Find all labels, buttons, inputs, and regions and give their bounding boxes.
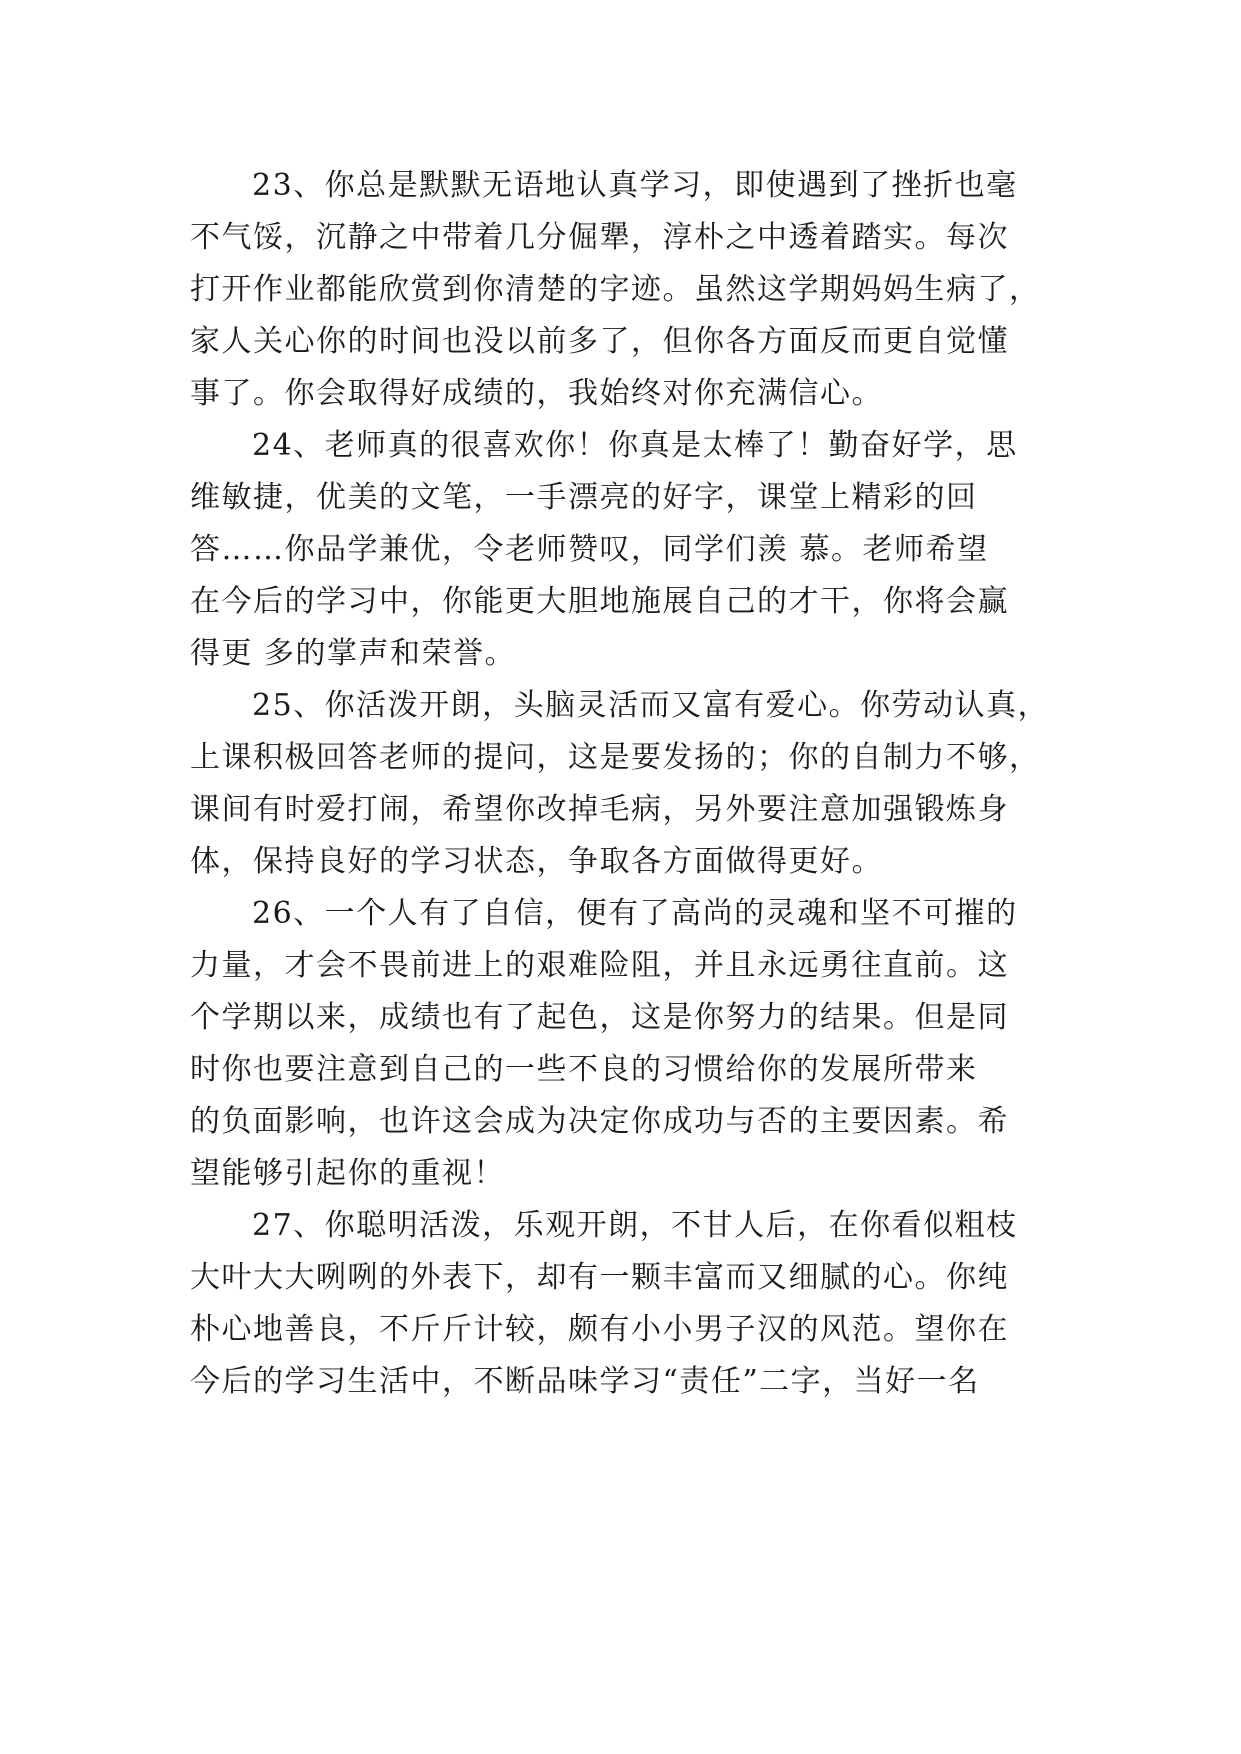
text-line: 26、一个人有了自信，便有了高尚的灵魂和坚不可摧的 <box>252 896 1018 931</box>
text-line: 个学期以来，成绩也有了起色，这是你努力的结果。但是同 <box>190 1000 1009 1035</box>
text-line: 27、你聪明活泼，乐观开朗，不甘人后，在你看似粗枝 <box>252 1208 1018 1243</box>
text-line: 在今后的学习中，你能更大胆地施展自己的才干，你将会赢 <box>190 584 1009 619</box>
paragraph-23 <box>190 160 1090 420</box>
text-line: 事了。你会取得好成绩的，我始终对你充满信心。 <box>190 376 883 411</box>
text-line: 答……你品学兼优，令老师赞叹，同学们羡 慕。老师希望 <box>190 532 989 567</box>
paragraph-25 <box>190 680 1090 888</box>
text-line: 大叶大大咧咧的外表下，却有一颗丰富而又细腻的心。你纯 <box>190 1260 1009 1295</box>
text-line: 望能够引起你的重视！ <box>190 1156 505 1191</box>
text-line: 23、你总是默默无语地认真学习，即使遇到了挫折也毫 <box>252 168 1018 203</box>
text-line: 打开作业都能欣赏到你清楚的字迹。虽然这学期妈妈生病了， <box>190 272 1041 307</box>
text-line: 得更 多的掌声和荣誉。 <box>190 636 517 671</box>
text-line: 体，保持良好的学习状态，争取各方面做得更好。 <box>190 844 883 879</box>
text-line: 24、老师真的很喜欢你！你真是太棒了！勤奋好学，思 <box>252 428 1018 463</box>
paragraph-24 <box>190 420 1090 680</box>
text-line: 朴心地善良，不斤斤计较，颇有小小男子汉的风范。望你在 <box>190 1312 1009 1347</box>
text-line: 的负面影响，也许这会成为决定你成功与否的主要因素。希 <box>190 1104 1009 1139</box>
text-line: 家人关心你的时间也没以前多了，但你各方面反而更自觉懂 <box>190 324 1009 359</box>
text-line: 时你也要注意到自己的一些不良的习惯给你的发展所带来 <box>190 1052 978 1087</box>
paragraph-27 <box>190 1200 1090 1408</box>
paragraph-26 <box>190 888 1090 1200</box>
text-line: 力量，才会不畏前进上的艰难险阻，并且永远勇往直前。这 <box>190 948 1009 983</box>
text-line: 今后的学习生活中，不断品味学习“责任”二字，当好一名 <box>190 1364 980 1399</box>
text-line: 维敏捷，优美的文笔，一手漂亮的好字，课堂上精彩的回 <box>190 480 978 515</box>
text-line: 上课积极回答老师的提问，这是要发扬的；你的自制力不够， <box>190 740 1041 775</box>
text-line: 25、你活泼开朗，头脑灵活而又富有爱心。你劳动认真， <box>252 688 1050 723</box>
text-line: 不气馁，沉静之中带着几分倔犟，淳朴之中透着踏实。每次 <box>190 220 1009 255</box>
document-body <box>190 160 1090 1408</box>
text-line: 课间有时爱打闹，希望你改掉毛病，另外要注意加强锻炼身 <box>190 792 1009 827</box>
